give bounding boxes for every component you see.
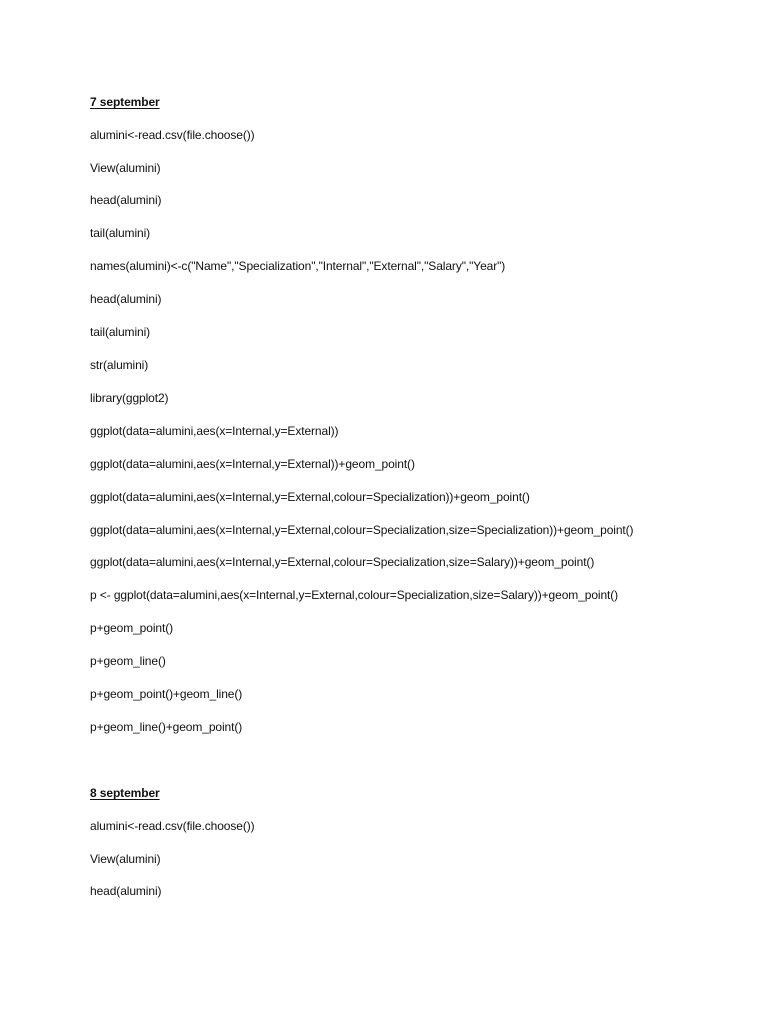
code-line: View(alumini) [90, 161, 161, 175]
code-line: head(alumini) [90, 193, 162, 207]
code-line: p+geom_line()+geom_point() [90, 720, 243, 734]
code-line: p+geom_point() [90, 621, 173, 635]
code-line: names(alumini)<-c("Name","Specialization","Internal","External","Salary","Year") [90, 259, 506, 273]
code-line: p+geom_line() [90, 654, 166, 668]
code-line: p+geom_point()+geom_line() [90, 687, 243, 701]
code-line: alumini<-read.csv(file.choose()) [90, 128, 255, 142]
section-heading: 8 september [90, 786, 160, 800]
code-line: View(alumini) [90, 852, 161, 866]
code-line: library(ggplot2) [90, 391, 169, 405]
code-line: ggplot(data=alumini,aes(x=Internal,y=External,colour=Specialization))+geom_point() [90, 490, 530, 504]
code-line: ggplot(data=alumini,aes(x=Internal,y=External,colour=Specialization,size=Specialization))+geom_point() [90, 523, 634, 537]
section-heading: 7 september [90, 95, 160, 109]
code-line: tail(alumini) [90, 226, 151, 240]
code-line: ggplot(data=alumini,aes(x=Internal,y=External)) [90, 424, 339, 438]
code-line: head(alumini) [90, 884, 162, 898]
code-line: head(alumini) [90, 292, 162, 306]
code-line: ggplot(data=alumini,aes(x=Internal,y=External,colour=Specialization,size=Salary))+geom_point() [90, 555, 595, 569]
code-line: alumini<-read.csv(file.choose()) [90, 819, 255, 833]
code-line: tail(alumini) [90, 325, 151, 339]
code-line: str(alumini) [90, 358, 149, 372]
code-line: p <- ggplot(data=alumini,aes(x=Internal,y=External,colour=Specialization,size=Salary))+geom_point() [90, 588, 619, 602]
code-line: ggplot(data=alumini,aes(x=Internal,y=External))+geom_point() [90, 457, 415, 471]
